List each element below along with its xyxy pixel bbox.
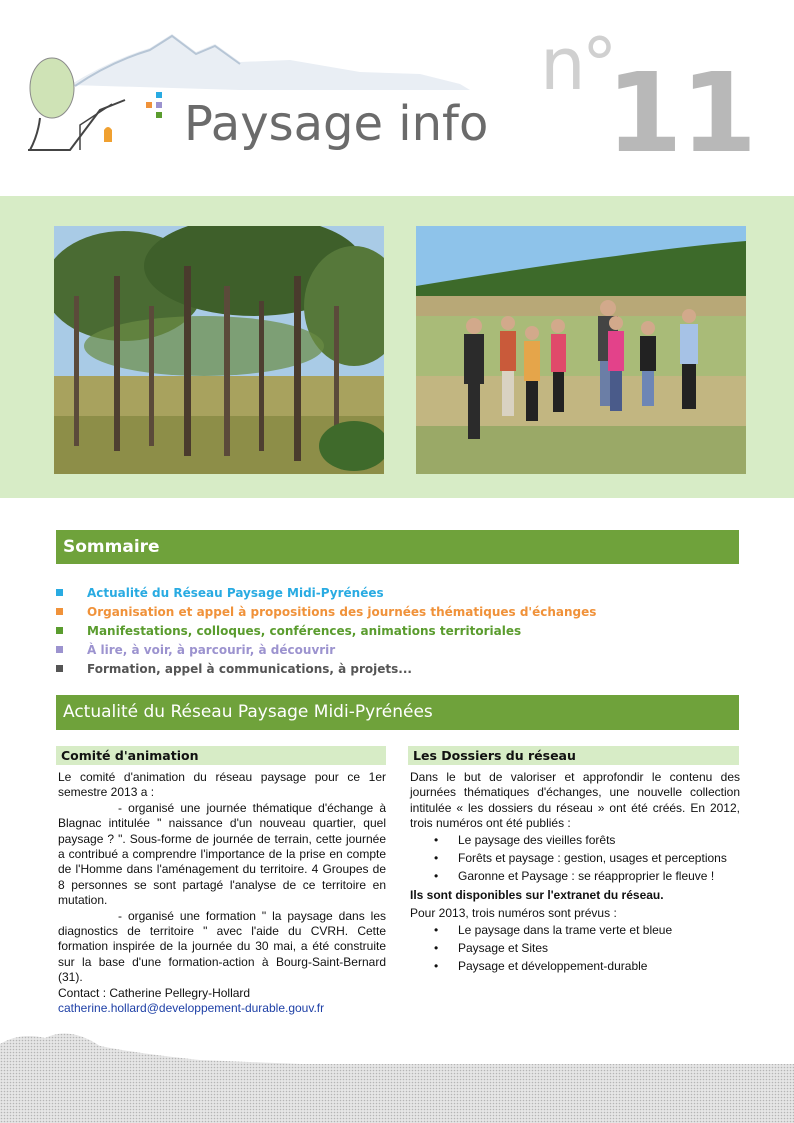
comite-heading: Comité d'animation bbox=[56, 746, 386, 765]
issue-prefix: n° bbox=[540, 22, 614, 106]
newsletter-title: Paysage info bbox=[184, 96, 489, 152]
bullet-square-icon bbox=[56, 608, 63, 615]
logo-square-purple bbox=[156, 102, 162, 108]
toc-item-label: Actualité du Réseau Paysage Midi-Pyrénées bbox=[87, 585, 384, 600]
comite-intro: Le comité d'animation du réseau paysage pour ce 1er semestre 2013 a : bbox=[58, 770, 386, 800]
sommaire-heading: Sommaire bbox=[56, 530, 739, 564]
toc-item-organisation[interactable] bbox=[56, 602, 756, 621]
list-item: • Paysage et Sites bbox=[410, 941, 740, 956]
dossiers-intro: Dans le but de valoriser et approfondir le contenu des journées thématiques d'échanges, une nouvelle collection intitulée « les dossiers du réseau » ont été créés. En 2012, trois numéros ont été publiés : bbox=[410, 770, 740, 831]
list-item: • Le paysage dans la trame verte et bleue bbox=[410, 923, 740, 938]
masthead bbox=[0, 0, 794, 196]
list-item: • Garonne et Paysage : se réapproprier le fleuve ! bbox=[410, 869, 740, 884]
toc-item-a-lire[interactable] bbox=[56, 640, 756, 659]
toc-item-label: Manifestations, colloques, conférences, animations territoriales bbox=[87, 623, 522, 638]
planned-intro: Pour 2013, trois numéros sont prévus : bbox=[410, 906, 617, 921]
bullet-square-icon bbox=[56, 589, 63, 596]
sommaire-list bbox=[56, 583, 756, 678]
photo-band bbox=[0, 196, 794, 498]
list-item: • Paysage et développement-durable bbox=[410, 959, 740, 974]
field-group-photo bbox=[416, 226, 746, 474]
comite-paragraph-2: - organisé une formation " la paysage dans les diagnostics de territoire " avec l'aide du CVRH. Cette formation inspirée de la journée du 30 mai, a été construite sur la base d'une formation-action à Bourg-Saint-Bernard (31). bbox=[58, 908, 386, 985]
planned-list bbox=[410, 923, 740, 975]
dossiers-heading: Les Dossiers du réseau bbox=[408, 746, 739, 765]
list-item: • Forêts et paysage : gestion, usages et perceptions bbox=[410, 851, 740, 866]
availability-note: Ils sont disponibles sur l'extranet du réseau. bbox=[410, 887, 664, 902]
toc-item-actualite[interactable] bbox=[56, 583, 756, 602]
toc-item-label: Formation, appel à communications, à projets... bbox=[87, 661, 412, 676]
issue-number: 11 bbox=[606, 49, 756, 177]
list-item: • Le paysage des vieilles forêts bbox=[410, 833, 740, 848]
logo-square-green bbox=[156, 112, 162, 118]
toc-item-label: Organisation et appel à propositions des journées thématiques d'échanges bbox=[87, 604, 597, 619]
actualite-heading: Actualité du Réseau Paysage Midi-Pyrénées bbox=[56, 695, 739, 730]
bullet-square-icon bbox=[56, 627, 63, 634]
bullet-square-icon bbox=[56, 665, 63, 672]
footer-decoration bbox=[0, 1024, 794, 1123]
comite-paragraph-1: - organisé une journée thématique d'échange à Blagnac intitulée " naissance d'un nouveau quartier, quel paysage ? ". Sous-forme de journée de terrain, cette journée a contribué a comprendre l'importance de la prise en compte de l'Homme dans l'aménagement du territoire. 4 Groupes de 8 personnes se sont partagé l'analyse de ce territoire en mutation. bbox=[58, 800, 386, 908]
dossiers-column bbox=[410, 770, 740, 978]
bullet-square-icon bbox=[56, 646, 63, 653]
toc-item-manifestations[interactable] bbox=[56, 621, 756, 640]
published-list bbox=[410, 833, 740, 885]
toc-item-formation[interactable] bbox=[56, 659, 756, 678]
comite-contact: Contact : Catherine Pellegry-Hollard bbox=[58, 985, 251, 1000]
contact-email-link[interactable]: catherine.hollard@developpement-durable.gouv.fr bbox=[58, 1001, 325, 1016]
comite-column bbox=[58, 770, 386, 1017]
logo-square-orange bbox=[146, 102, 152, 108]
logo-square-blue bbox=[156, 92, 162, 98]
pine-forest-photo bbox=[54, 226, 384, 474]
toc-item-label: À lire, à voir, à parcourir, à découvrir bbox=[87, 642, 336, 657]
